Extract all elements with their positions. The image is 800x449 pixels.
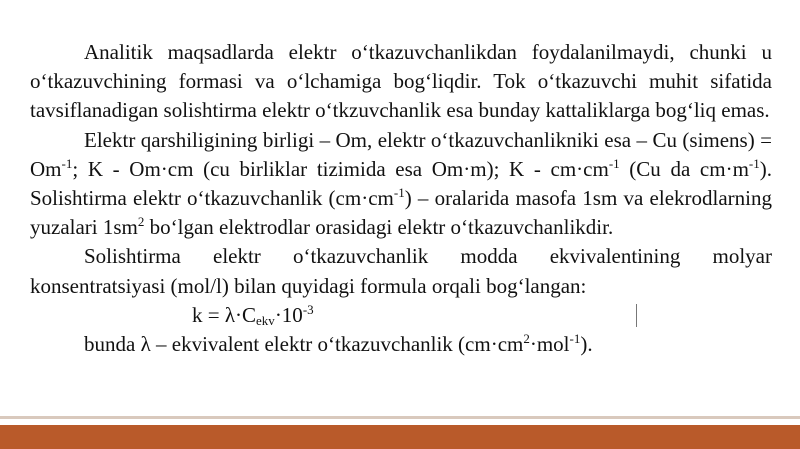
superscript: -1 [61,155,73,171]
paragraph-resistance-units [30,126,772,243]
formula-lhs: k = λ·C [192,302,257,327]
paragraph-lambda-definition [30,330,772,359]
text-segment: ; K - Om·cm (cu birliklar tizimida esa Om·m); K - cm·cm [72,156,609,181]
superscript: -1 [748,155,760,171]
text-cursor [636,304,637,327]
formula-exponent: -3 [302,301,314,317]
formula-line [30,301,772,330]
text-segment: Elektr qarshiligining birligi – Om, elektr o‘tkazuvchanlikniki esa – Cu (simens) = Om [30,127,772,181]
formula-multiplier: ·10 [274,302,303,327]
formula-subscript: ekv [256,312,275,328]
superscript: -1 [393,185,405,201]
text-segment: ·mol [529,332,570,357]
footer-bar [0,425,800,449]
superscript: -1 [569,331,581,347]
text-segment: bo‘lgan elektrodlar orasidagi elektr o‘tkazuvchanlikdir. [144,215,614,240]
slide-body [30,38,772,359]
footer-divider [0,416,800,419]
text-segment: bunda λ – ekvivalent elektr o‘tkazuvchanlik (cm·cm [84,332,524,357]
text-segment: (Cu da cm·m [619,156,749,181]
superscript: -1 [608,155,620,171]
text-segment: ). Solishtirma elektr o‘tkazuvchanlik (cm·cm [30,156,772,211]
paragraph-specific-conductance: Solishtirma elektr o‘tkazuvchanlik modda ekvivalentining molyar konsentratsiyasi (mol/l) bilan quyidagi formula orqali bog‘langan: [30,244,772,298]
text-segment: ). [580,332,593,357]
superscript: 2 [137,214,145,230]
paragraph-analytic-purposes: Analitik maqsadlarda elektr o‘tkazuvchanlikdan foydalanilmaydi, chunki u o‘tkazuvchining formasi va o‘lchamiga bog‘liqdir. Tok o‘tkazuvchi muhit sifatida tavsiflanadigan solishtirma elektr o‘tkzuvchanlik esa bunday kattaliklarga bog‘liq emas. [30,40,772,123]
superscript: 2 [523,331,530,347]
text-segment: ) – oralarida masofa 1sm va elekrodlarning yuzalari 1sm [30,186,772,240]
